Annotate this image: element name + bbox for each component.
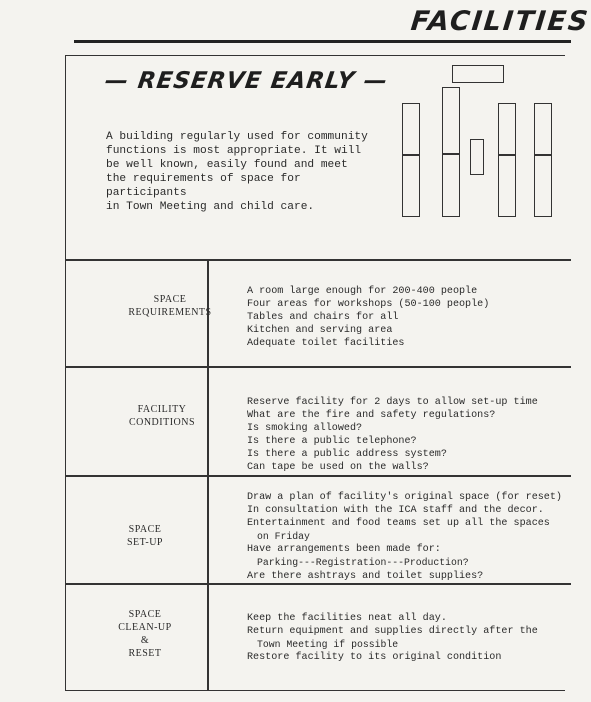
list-item: Is there a public address system? (247, 449, 447, 461)
list-item: Is smoking allowed? (247, 423, 363, 435)
row-divider (65, 366, 571, 368)
column-divider (207, 259, 209, 691)
list-item: Have arrangements been made for: (247, 544, 441, 556)
section-items-space-cleanup-reset (247, 612, 567, 664)
bar-midline (443, 153, 459, 155)
list-item: Parking---Registration---Production? (257, 557, 469, 569)
header-rule (74, 40, 571, 43)
bar-illustration (498, 103, 516, 217)
bar-midline (535, 154, 551, 156)
list-item: What are the fire and safety regulations? (247, 410, 496, 422)
section-items-facility-conditions (247, 396, 567, 475)
bar-midline (499, 154, 515, 156)
list-item: Restore facility to its original condition (247, 652, 502, 664)
row-divider (65, 583, 571, 585)
page-header-title: FACILITIES (409, 6, 591, 37)
list-item: Four areas for workshops (50-100 people) (247, 299, 490, 311)
bar-illustration (470, 139, 484, 175)
list-item: Entertainment and food teams set up all the spaces (247, 518, 550, 530)
list-item: Draw a plan of facility's original space (for reset) (247, 492, 562, 503)
list-item: A room large enough for 200-400 people (247, 286, 478, 297)
list-item: Keep the facilities neat all day. (247, 613, 447, 624)
list-item: Kitchen and serving area (247, 325, 393, 337)
list-item: Can tape be used on the walls? (247, 462, 429, 474)
list-item: on Friday (257, 531, 310, 543)
row-divider (65, 259, 571, 261)
list-item: Return equipment and supplies directly after the (247, 626, 538, 638)
building-bars-illustration (402, 67, 562, 217)
bar-illustration (442, 87, 460, 217)
row-divider (65, 475, 571, 477)
section-items-space-setup (247, 491, 567, 583)
list-item: Are there ashtrays and toilet supplies? (247, 570, 484, 582)
bar-illustration (452, 65, 504, 83)
list-item: Tables and chairs for all (247, 312, 399, 324)
list-item: Is there a public telephone? (247, 436, 417, 448)
section-label-facility-conditions: FACILITY CONDITIONS (128, 404, 196, 428)
reserve-early-title: — RESERVE EARLY — (103, 68, 390, 94)
section-label-space-setup: SPACE SET-UP (127, 524, 163, 548)
list-item: Adequate toilet facilities (247, 338, 405, 350)
bar-illustration (534, 103, 552, 217)
section-label-space-requirements: SPACE REQUIREMENTS (128, 294, 212, 318)
list-item: Town Meeting if possible (257, 639, 399, 651)
list-item: Reserve facility for 2 days to allow set-up time (247, 397, 538, 408)
reserve-early-body: A building regularly used for community functions is most appropriate. It will be well known, easily found and meet the requirements of space for participants in Town Meeting and child care. (106, 131, 368, 213)
bar-illustration (402, 103, 420, 217)
bar-midline (403, 154, 419, 156)
section-items-space-requirements (247, 285, 567, 350)
section-label-space-cleanup-reset: SPACE CLEAN-UP & RESET (118, 609, 172, 659)
list-item: In consultation with the ICA staff and the decor. (247, 505, 544, 517)
